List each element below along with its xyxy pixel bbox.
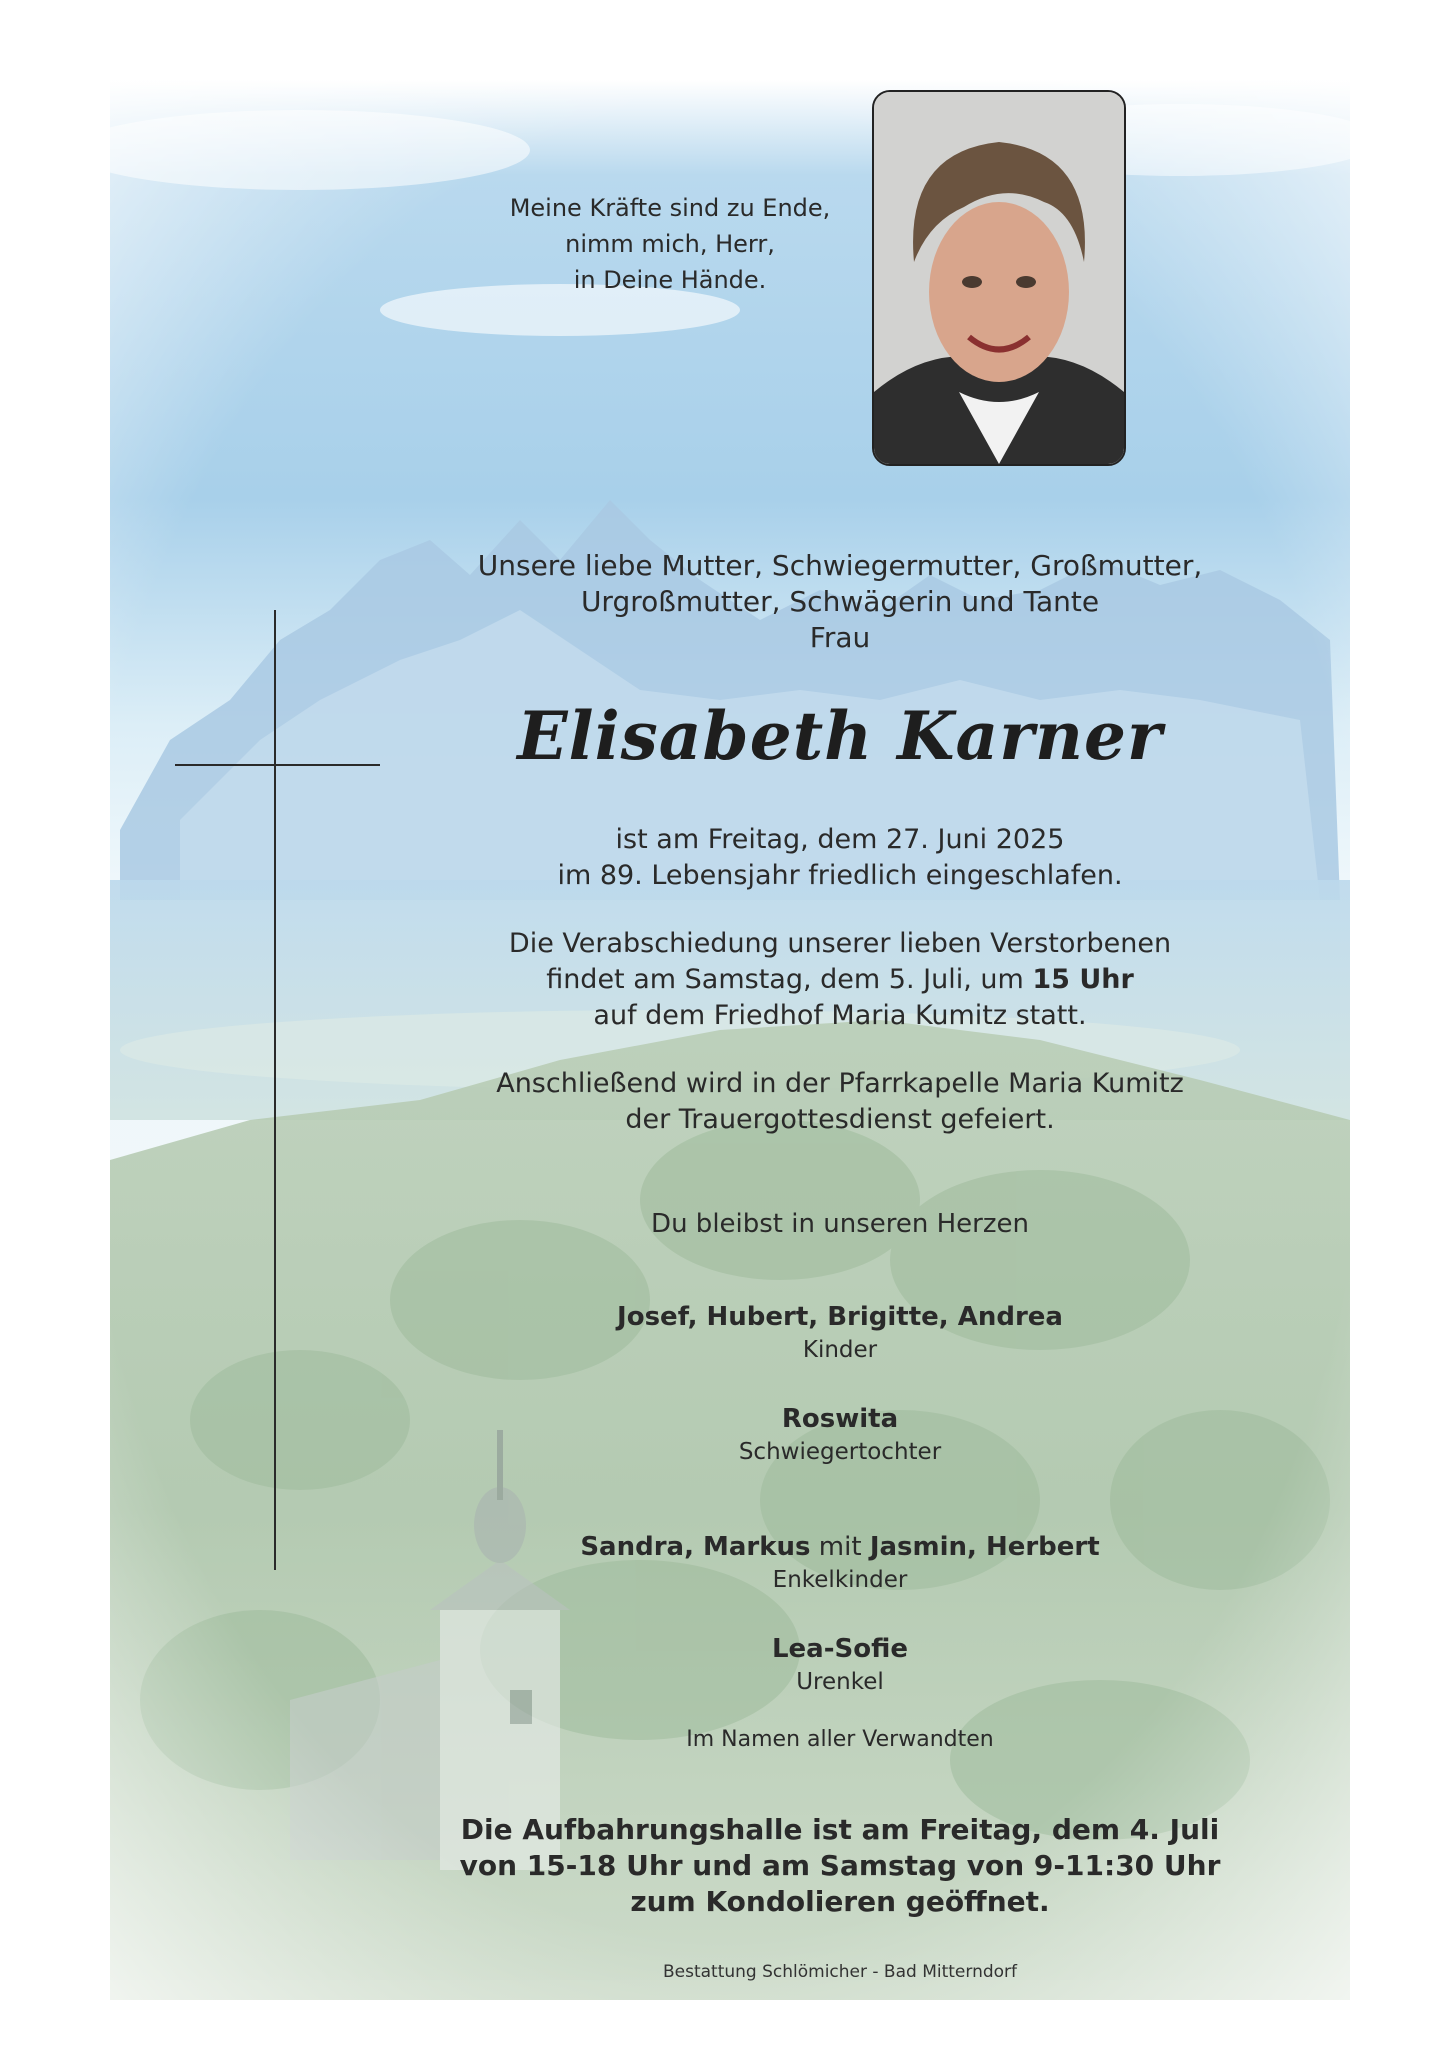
mourner-names: Lea-Sofie <box>771 1634 909 1664</box>
funeral-home-footer: Bestattung Schlömicher - Bad Mitterndorf <box>662 1962 1018 1982</box>
deceased-name: Elisabeth Karner <box>517 697 1163 775</box>
service-line: Anschließend wird in der Pfarrkapelle Maria Kumitz <box>496 1068 1184 1099</box>
relatives-line: Im Namen aller Verwandten <box>686 1727 994 1752</box>
farewell-line: Die Verabschiedung unserer lieben Verstorbenen <box>508 928 1172 959</box>
service-line: der Trauergottesdienst gefeiert. <box>625 1104 1055 1135</box>
cross-icon <box>170 610 390 1570</box>
mourner-group-great-grandchild <box>430 1632 1250 1698</box>
mourner-role: Kinder <box>802 1337 878 1363</box>
mourner-connector: mit <box>810 1532 870 1562</box>
farewell-info <box>430 926 1250 1034</box>
portrait-image <box>874 92 1124 464</box>
motto-line: nimm mich, Herr, <box>565 230 775 258</box>
mourner-names-b: Jasmin, Herbert <box>869 1532 1100 1562</box>
viewing-line: zum Kondolieren geöffnet. <box>630 1885 1050 1918</box>
intro-line: Frau <box>809 621 871 654</box>
viewing-line: von 15-18 Uhr und am Samstag von 9-11:30 Uhr <box>459 1849 1221 1882</box>
motto-verse <box>470 190 870 298</box>
closing-line: Du bleibst in unseren Herzen <box>651 1209 1029 1239</box>
farewell-line: auf dem Friedhof Maria Kumitz statt. <box>593 1000 1087 1031</box>
mourner-role: Schwiegertochter <box>738 1439 942 1465</box>
farewell-date: findet am Samstag, dem 5. Juli, um <box>546 964 1033 995</box>
farewell-time: 15 Uhr <box>1032 964 1134 995</box>
mourner-names: Josef, Hubert, Brigitte, Andrea <box>617 1302 1063 1332</box>
farewell-line <box>430 962 1250 998</box>
portrait-photo <box>872 90 1126 466</box>
mourner-group-grandchildren <box>430 1530 1250 1596</box>
service-info <box>430 1066 1250 1138</box>
mourner-group-children <box>430 1300 1250 1366</box>
motto-line: in Deine Hände. <box>573 266 767 294</box>
intro-text <box>430 548 1250 656</box>
mourner-role: Urenkel <box>796 1669 884 1695</box>
motto-line: Meine Kräfte sind zu Ende, <box>509 194 831 222</box>
death-notice <box>430 822 1250 894</box>
intro-line: Urgroßmutter, Schwägerin und Tante <box>580 585 1100 618</box>
mourner-group-daughter-in-law <box>430 1402 1250 1468</box>
mourner-names: Roswita <box>781 1404 899 1434</box>
death-notice-line: ist am Freitag, dem 27. Juni 2025 <box>615 824 1065 855</box>
intro-line: Unsere liebe Mutter, Schwiegermutter, Großmutter, <box>477 549 1203 582</box>
mourner-role: Enkelkinder <box>772 1567 908 1593</box>
viewing-info <box>430 1812 1250 1920</box>
death-notice-line: im 89. Lebensjahr friedlich eingeschlafen. <box>557 860 1123 891</box>
mourner-names <box>430 1530 1250 1564</box>
mourner-names-a: Sandra, Markus <box>580 1532 811 1562</box>
viewing-line: Die Aufbahrungshalle ist am Freitag, dem 4. Juli <box>460 1813 1220 1846</box>
